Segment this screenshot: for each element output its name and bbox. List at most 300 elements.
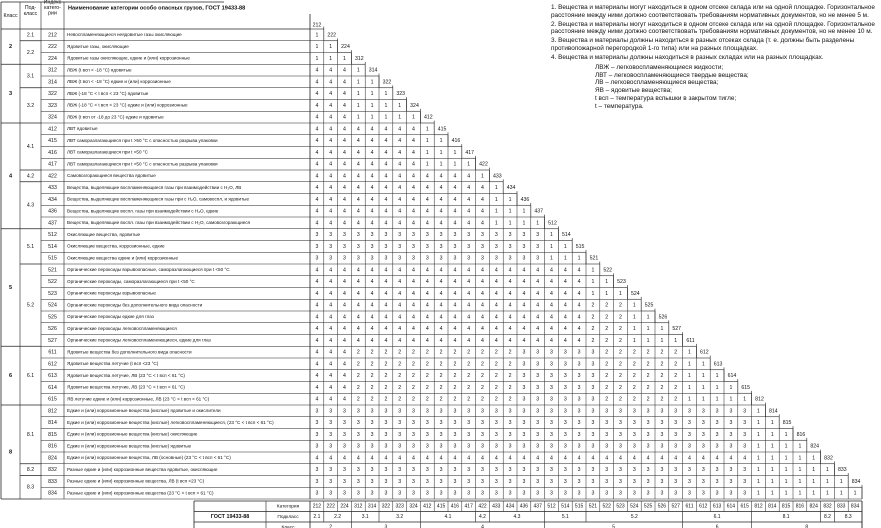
matrix-cell: 4 xyxy=(315,149,319,156)
matrix-cell: 4 xyxy=(481,279,484,285)
row-code: 433 xyxy=(48,185,57,191)
row-name: Органические пероксиды без дополнительного вида опасности xyxy=(67,302,203,308)
matrix-cell: 4 xyxy=(384,220,388,227)
row-code: 224 xyxy=(48,55,57,62)
matrix-cell: 3 xyxy=(467,467,471,473)
matrix-cell: 2 xyxy=(467,361,471,368)
matrix-cell: 4 xyxy=(398,126,402,133)
matrix-cell: 3 xyxy=(315,255,319,262)
matrix-cell: 3 xyxy=(522,361,526,368)
matrix-cell: 4 xyxy=(481,326,484,332)
matrix-cell: 1 xyxy=(784,478,788,485)
matrix-cell: 4 xyxy=(329,290,333,297)
matrix-cell: 4 xyxy=(536,337,540,344)
matrix-cell: 3 xyxy=(425,431,429,438)
matrix-cell: 3 xyxy=(453,255,457,262)
matrix-cell: 3 xyxy=(522,373,526,379)
matrix-cell: 2 xyxy=(619,349,622,356)
matrix-cell: 1 xyxy=(770,478,774,485)
matrix-cell: 4 xyxy=(508,326,512,332)
footer-category: 314 xyxy=(367,503,377,510)
footer-category: 525 xyxy=(643,503,653,510)
matrix-cell: 4 xyxy=(398,185,402,191)
matrix-cell: 2 xyxy=(439,384,443,391)
matrix-cell: 1 xyxy=(412,114,415,121)
class-label: 8 xyxy=(8,449,13,456)
matrix-cell: 2 xyxy=(425,396,429,403)
matrix-cell: 4 xyxy=(536,279,540,285)
matrix-cell: 2 xyxy=(646,361,650,368)
row-code: 526 xyxy=(48,326,57,332)
matrix-cell: 1 xyxy=(812,478,816,485)
matrix-cell: 4 xyxy=(467,326,471,332)
matrix-cell: 2 xyxy=(412,349,415,356)
row-name: Вещества, выделяющие воспл. газы при взаимодействии с H₂O, едкие xyxy=(67,208,219,214)
matrix-cell: 4 xyxy=(412,196,415,203)
matrix-cell: 4 xyxy=(439,185,443,191)
diag-header: 224 xyxy=(341,44,350,50)
matrix-cell: 1 xyxy=(784,443,788,450)
matrix-cell: 3 xyxy=(577,490,581,497)
matrix-cell: 2 xyxy=(439,396,443,403)
subclass-label: 8.1 xyxy=(26,431,35,438)
matrix-cell: 3 xyxy=(701,420,705,426)
matrix-cell: 2 xyxy=(453,373,457,379)
matrix-cell: 4 xyxy=(370,138,374,144)
matrix-cell: 1 xyxy=(632,302,636,309)
matrix-cell: 4 xyxy=(743,455,747,462)
footer-category: 814 xyxy=(768,503,777,510)
matrix-cell: 4 xyxy=(329,67,333,74)
diag-header: 434 xyxy=(506,185,516,191)
matrix-cell: 3 xyxy=(439,431,443,438)
matrix-cell: 1 xyxy=(646,337,650,344)
matrix-cell: 4 xyxy=(550,267,553,274)
matrix-cell: 2 xyxy=(439,373,443,379)
matrix-cell: 4 xyxy=(563,314,567,321)
matrix-cell: 4 xyxy=(467,337,471,344)
matrix-cell: 3 xyxy=(632,490,636,497)
matrix-cell: 1 xyxy=(508,220,512,227)
matrix-cell: 4 xyxy=(329,373,333,379)
matrix-cell: 4 xyxy=(619,455,622,462)
matrix-cell: 4 xyxy=(522,337,526,344)
footer-category: 514 xyxy=(561,503,570,510)
footer-category: 512 xyxy=(547,503,556,510)
matrix-cell: 3 xyxy=(453,420,457,426)
matrix-cell: 3 xyxy=(701,408,705,415)
matrix-cell: 4 xyxy=(412,314,415,321)
row-code: 314 xyxy=(48,79,57,86)
matrix-cell: 3 xyxy=(660,443,664,450)
matrix-cell: 2 xyxy=(481,396,484,403)
matrix-cell: 3 xyxy=(329,467,333,473)
matrix-cell: 1 xyxy=(439,138,443,144)
matrix-cell: 4 xyxy=(425,337,429,344)
matrix-cell: 4 xyxy=(315,396,319,403)
matrix-cell: 3 xyxy=(412,408,415,415)
matrix-cell: 1 xyxy=(550,255,553,262)
footer-class: 2 xyxy=(329,524,333,528)
matrix-cell: 1 xyxy=(688,361,691,368)
matrix-cell: 4 xyxy=(384,337,388,344)
matrix-cell: 2 xyxy=(467,373,471,379)
matrix-cell: 3 xyxy=(577,384,581,391)
matrix-cell: 3 xyxy=(425,490,429,497)
matrix-cell: 3 xyxy=(563,478,567,485)
subclass-label: 3.2 xyxy=(26,102,35,109)
matrix-cell: 3 xyxy=(412,478,415,485)
matrix-cell: 2 xyxy=(605,396,609,403)
matrix-cell: 4 xyxy=(384,185,388,191)
matrix-cell: 4 xyxy=(398,267,402,274)
matrix-cell: 4 xyxy=(577,279,581,285)
row-code: 833 xyxy=(48,478,57,485)
footer-class: 3 xyxy=(384,524,388,528)
row-name: Ядовитые вещества без дополнительного вида опасности xyxy=(67,349,192,355)
matrix-cell: 2 xyxy=(398,396,402,403)
matrix-cell: 3 xyxy=(370,232,374,238)
matrix-cell: 4 xyxy=(412,149,415,156)
matrix-cell: 3 xyxy=(715,478,719,485)
matrix-cell: 4 xyxy=(425,220,429,227)
matrix-cell: 4 xyxy=(398,302,402,309)
matrix-cell: 4 xyxy=(467,279,471,285)
matrix-cell: 1 xyxy=(798,490,802,497)
matrix-cell: 3 xyxy=(508,420,512,426)
footer-category: 417 xyxy=(464,503,473,510)
matrix-cell: 2 xyxy=(370,384,374,391)
subclass-label: 8.3 xyxy=(26,484,35,491)
matrix-cell: 3 xyxy=(329,232,333,238)
matrix-cell: 4 xyxy=(412,337,415,344)
row-name: ЛВЖ (-18 °C < t всп < 23 °C) ядовитые xyxy=(67,90,149,96)
matrix-cell: 4 xyxy=(577,290,581,297)
matrix-cell: 4 xyxy=(329,220,333,227)
matrix-cell: 2 xyxy=(605,349,609,356)
matrix-cell: 4 xyxy=(577,455,581,462)
matrix-cell: 4 xyxy=(315,373,319,379)
matrix-cell: 3 xyxy=(646,443,650,450)
matrix-cell: 3 xyxy=(453,490,457,497)
footer-subclass: 8.2 xyxy=(824,514,831,521)
matrix-cell: 4 xyxy=(412,267,415,274)
matrix-cell: 3 xyxy=(674,420,678,426)
matrix-cell: 4 xyxy=(315,337,319,344)
row-name: Органические пероксиды едкие для глаз xyxy=(67,314,154,320)
matrix-cell: 4 xyxy=(370,173,374,180)
matrix-cell: 3 xyxy=(439,255,443,262)
row-name: Невоспламеняющиеся неядовитые газы окисляющие xyxy=(67,32,182,38)
matrix-cell: 4 xyxy=(563,302,567,309)
matrix-cell: 4 xyxy=(536,455,540,462)
matrix-cell: 3 xyxy=(343,420,346,426)
matrix-cell: 4 xyxy=(550,290,553,297)
row-name: Самовозгорающиеся вещества ядовитые xyxy=(67,173,156,179)
matrix-cell: 3 xyxy=(522,478,526,485)
matrix-cell: 4 xyxy=(398,337,402,344)
matrix-cell: 3 xyxy=(660,478,664,485)
matrix-cell: 1 xyxy=(550,232,553,238)
matrix-cell: 4 xyxy=(315,102,319,109)
matrix-cell: 1 xyxy=(688,349,691,356)
footer-class: 6 xyxy=(715,524,719,528)
matrix-cell: 1 xyxy=(356,114,360,121)
legend-lvt: ЛВТ – легковоспламеняющиеся твердые вещества; xyxy=(595,71,749,79)
matrix-cell: 3 xyxy=(563,467,567,473)
matrix-cell: 2 xyxy=(398,373,402,379)
matrix-cell: 1 xyxy=(591,290,595,297)
matrix-cell: 1 xyxy=(757,478,760,485)
footer-class: 5 xyxy=(612,524,615,528)
row-code: 615 xyxy=(48,396,57,403)
matrix-cell: 3 xyxy=(743,478,747,485)
row-name: Ядовитые газы, окисляющие xyxy=(67,43,129,49)
matrix-cell: 1 xyxy=(425,149,429,156)
matrix-cell: 2 xyxy=(370,373,374,379)
matrix-cell: 3 xyxy=(522,490,526,497)
matrix-cell: 2 xyxy=(619,314,622,321)
matrix-cell: 4 xyxy=(439,290,443,297)
matrix-cell: 2 xyxy=(591,326,595,332)
matrix-cell: 1 xyxy=(370,79,374,86)
matrix-cell: 1 xyxy=(453,149,457,156)
matrix-cell: 2 xyxy=(398,361,402,368)
matrix-cell: 2 xyxy=(384,396,388,403)
row-code: 832 xyxy=(48,467,57,473)
row-name: Вещества, выделяющие воспламеняющиеся газы при взаимодействии с H₂O, ЛВ xyxy=(67,184,242,190)
matrix-cell: 4 xyxy=(494,455,498,462)
matrix-cell: 4 xyxy=(384,279,388,285)
matrix-cell: 3 xyxy=(343,408,346,415)
matrix-cell: 3 xyxy=(425,420,429,426)
matrix-cell: 3 xyxy=(674,467,678,473)
matrix-cell: 3 xyxy=(701,443,705,450)
matrix-cell: 3 xyxy=(701,490,705,497)
matrix-cell: 3 xyxy=(591,420,595,426)
matrix-cell: 2 xyxy=(660,384,664,391)
matrix-cell: 4 xyxy=(398,290,402,297)
matrix-cell: 3 xyxy=(467,431,471,438)
row-name: ЛВЖ (-18 °C < t всп < 23 °C) едкие и (или) коррозионные xyxy=(67,102,188,108)
matrix-cell: 3 xyxy=(453,243,457,250)
row-name: Окисляющие вещества, коррозионные, едкие xyxy=(67,243,165,249)
row-code: 514 xyxy=(48,243,57,250)
matrix-cell: 2 xyxy=(398,384,402,391)
matrix-cell: 4 xyxy=(674,455,678,462)
matrix-cell: 2 xyxy=(632,384,636,391)
matrix-cell: 4 xyxy=(453,302,457,309)
row-name: Органические пероксиды легковоспламеняющиеся xyxy=(67,325,177,331)
diag-header: 522 xyxy=(603,267,613,274)
footer-category: 526 xyxy=(657,503,667,510)
diag-header: 222 xyxy=(327,32,337,39)
matrix-cell: 4 xyxy=(384,208,388,215)
matrix-cell: 3 xyxy=(743,467,747,473)
matrix-cell: 4 xyxy=(398,314,402,321)
matrix-cell: 3 xyxy=(674,478,678,485)
footer-title: ГОСТ 19433-88 xyxy=(210,514,250,521)
matrix-cell: 4 xyxy=(398,196,402,203)
matrix-cell: 3 xyxy=(467,443,471,450)
matrix-cell: 4 xyxy=(315,67,319,74)
matrix-cell: 4 xyxy=(550,326,553,332)
matrix-cell: 3 xyxy=(494,467,498,473)
diag-header: 322 xyxy=(382,79,392,86)
matrix-cell: 3 xyxy=(356,443,360,450)
matrix-cell: 3 xyxy=(315,243,319,250)
matrix-cell: 1 xyxy=(660,326,664,332)
matrix-cell: 3 xyxy=(522,467,526,473)
matrix-cell: 3 xyxy=(356,467,360,473)
matrix-cell: 3 xyxy=(550,361,553,368)
matrix-cell: 2 xyxy=(453,361,457,368)
row-code: 417 xyxy=(48,161,57,168)
matrix-cell: 4 xyxy=(481,185,484,191)
matrix-cell: 1 xyxy=(784,490,788,497)
diag-header: 412 xyxy=(423,114,433,121)
matrix-cell: 3 xyxy=(329,443,333,450)
matrix-cell: 3 xyxy=(646,408,650,415)
matrix-cell: 4 xyxy=(370,196,374,203)
matrix-cell: 3 xyxy=(370,490,374,497)
matrix-cell: 2 xyxy=(481,384,484,391)
matrix-cell: 4 xyxy=(329,455,333,462)
matrix-cell: 3 xyxy=(384,420,388,426)
row-name: Вещества, выделяющие воспл. газы при взаимодействии с H₂O, самовозгорающиеся xyxy=(67,220,251,226)
matrix-cell: 2 xyxy=(674,396,678,403)
matrix-cell: 4 xyxy=(329,149,333,156)
matrix-cell: 3 xyxy=(384,478,388,485)
note-1: 1. Вещества и материалы могут находиться в одном отсеке склада или на одной площадке. Горизонтальное расстояние между ними должно соответствовать требованиям нормативных документов, но не менее 5 м. xyxy=(551,4,875,19)
row-code: 412 xyxy=(48,126,57,133)
subclass-label: 4.2 xyxy=(26,173,35,180)
matrix-cell: 3 xyxy=(384,431,388,438)
matrix-cell: 4 xyxy=(481,314,484,321)
matrix-cell: 3 xyxy=(370,255,374,262)
matrix-cell: 4 xyxy=(550,337,553,344)
matrix-cell: 3 xyxy=(688,420,691,426)
matrix-cell: 3 xyxy=(660,467,664,473)
matrix-cell: 4 xyxy=(439,220,443,227)
matrix-cell: 1 xyxy=(632,314,636,321)
diag-header: 422 xyxy=(479,161,488,168)
matrix-cell: 2 xyxy=(646,396,650,403)
row-code: 814 xyxy=(48,420,57,426)
matrix-cell: 3 xyxy=(398,243,402,250)
matrix-cell: 3 xyxy=(315,478,319,485)
matrix-cell: 3 xyxy=(481,408,484,415)
matrix-cell: 4 xyxy=(398,138,402,144)
matrix-cell: 4 xyxy=(563,337,567,344)
matrix-cell: 2 xyxy=(439,349,443,356)
matrix-cell: 3 xyxy=(370,478,374,485)
matrix-cell: 4 xyxy=(563,326,567,332)
matrix-cell: 3 xyxy=(315,232,319,238)
matrix-cell: 4 xyxy=(467,208,471,215)
matrix-cell: 1 xyxy=(715,373,719,379)
matrix-cell: 1 xyxy=(757,443,760,450)
matrix-cell: 3 xyxy=(481,255,484,262)
matrix-cell: 3 xyxy=(729,420,733,426)
matrix-cell: 3 xyxy=(577,396,581,403)
matrix-cell: 4 xyxy=(605,455,609,462)
matrix-cell: 1 xyxy=(550,243,553,250)
footer-category: 615 xyxy=(740,503,749,510)
matrix-cell: 1 xyxy=(770,467,774,473)
footer-category: 437 xyxy=(533,503,542,510)
matrix-cell: 3 xyxy=(646,431,650,438)
matrix-cell: 3 xyxy=(605,443,609,450)
header-class: Класс xyxy=(3,13,18,19)
matrix-cell: 2 xyxy=(508,384,512,391)
matrix-cell: 3 xyxy=(522,255,526,262)
diag-header: 436 xyxy=(520,196,530,203)
matrix-cell: 3 xyxy=(550,420,553,426)
matrix-cell: 2 xyxy=(356,384,360,391)
matrix-cell: 4 xyxy=(356,138,360,144)
matrix-cell: 4 xyxy=(439,455,443,462)
matrix-cell: 2 xyxy=(632,396,636,403)
matrix-cell: 4 xyxy=(481,290,484,297)
row-code: 415 xyxy=(48,138,57,144)
matrix-cell: 3 xyxy=(398,443,402,450)
row-name: Едкие и (или) коррозионные вещества (кислые) ядовитые xyxy=(67,443,192,449)
matrix-cell: 3 xyxy=(536,373,540,379)
matrix-cell: 4 xyxy=(370,455,374,462)
matrix-cell: 4 xyxy=(384,149,388,156)
matrix-cell: 4 xyxy=(577,267,581,274)
matrix-cell: 2 xyxy=(619,326,622,332)
matrix-cell: 3 xyxy=(412,490,415,497)
matrix-cell: 1 xyxy=(494,185,498,191)
matrix-cell: 4 xyxy=(315,91,319,97)
matrix-cell: 4 xyxy=(508,279,512,285)
matrix-cell: 2 xyxy=(356,396,360,403)
matrix-cell: 3 xyxy=(412,467,415,473)
matrix-cell: 1 xyxy=(439,161,443,168)
matrix-cell: 2 xyxy=(356,361,360,368)
matrix-cell: 4 xyxy=(729,455,733,462)
matrix-cell: 4 xyxy=(384,196,388,203)
matrix-cell: 1 xyxy=(715,384,719,391)
matrix-cell: 2 xyxy=(646,384,650,391)
matrix-cell: 3 xyxy=(412,420,415,426)
matrix-cell: 1 xyxy=(770,420,774,426)
matrix-cell: 2 xyxy=(632,373,636,379)
matrix-cell: 4 xyxy=(412,161,415,168)
matrix-cell: 1 xyxy=(757,431,760,438)
matrix-cell: 1 xyxy=(494,196,498,203)
footer-class-label xyxy=(281,525,295,528)
matrix-cell: 4 xyxy=(536,290,540,297)
matrix-cell: 4 xyxy=(315,361,319,368)
matrix-cell: 2 xyxy=(660,396,664,403)
matrix-cell: 4 xyxy=(329,138,333,144)
matrix-cell: 4 xyxy=(412,326,415,332)
matrix-cell: 1 xyxy=(784,431,788,438)
matrix-cell: 3 xyxy=(398,490,402,497)
matrix-cell: 2 xyxy=(481,349,484,356)
row-name: ЛВТ ядовитые xyxy=(67,126,98,132)
matrix-cell: 3 xyxy=(591,431,595,438)
matrix-cell: 1 xyxy=(798,443,802,450)
matrix-cell: 4 xyxy=(481,196,484,203)
diag-header: 312 xyxy=(354,55,364,62)
class-label: 4 xyxy=(8,173,13,180)
matrix-cell: 2 xyxy=(619,384,622,391)
matrix-cell: 4 xyxy=(370,302,374,309)
